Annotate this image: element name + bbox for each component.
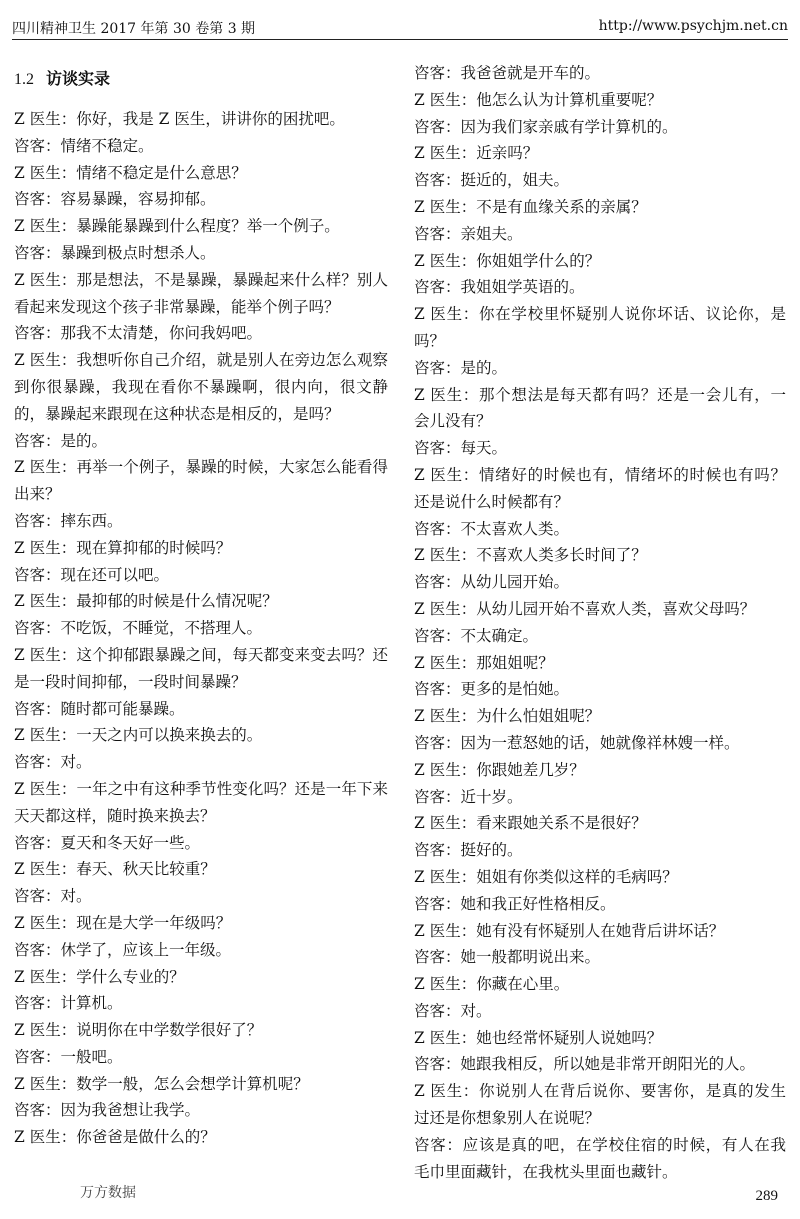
utterance-text: 不喜欢人类多长时间了？ — [476, 546, 647, 565]
dialogue-turn — [414, 301, 786, 355]
speaker-label: Z 医生： — [14, 351, 77, 370]
dialogue-turn — [14, 213, 388, 240]
dialogue-turn — [414, 462, 786, 516]
speaker-label: Z 医生： — [414, 546, 477, 565]
dialogue-turn — [414, 623, 786, 650]
dialogue-turn — [14, 776, 388, 830]
utterance-text: 你藏在心里。 — [476, 975, 570, 994]
utterance-text: 容易暴躁，容易抑郁。 — [60, 190, 216, 209]
speaker-label: 咨客： — [14, 994, 61, 1013]
utterance-text: 现在还可以吧。 — [60, 565, 170, 584]
utterance-text: 情绪不稳定是什么意思？ — [76, 163, 247, 182]
speaker-label: Z 医生： — [414, 385, 479, 404]
speaker-label: 咨客： — [414, 733, 461, 752]
utterance-text: 我爸爸就是开车的。 — [460, 64, 601, 82]
dialogue-turn — [414, 435, 786, 462]
speaker-label: 咨客： — [414, 519, 461, 538]
dialogue-turn — [414, 837, 786, 864]
dialogue-turn — [14, 106, 388, 133]
page-number: 289 — [755, 1188, 778, 1204]
utterance-text: 你在学校里怀疑别人说你坏话、议论你，是吗？ — [414, 305, 786, 350]
utterance-text: 那个想法是每天都有吗？还是一会儿有，一会儿没有？ — [414, 385, 786, 431]
speaker-label: 咨客： — [414, 1135, 463, 1154]
dialogue-turn — [14, 1097, 388, 1124]
speaker-label: 咨客： — [414, 278, 461, 297]
utterance-text: 是的。 — [60, 431, 108, 450]
left-dialogue — [14, 106, 388, 1151]
speaker-label: Z 医生： — [14, 967, 77, 986]
utterance-text: 情绪好的时候也有，情绪坏的时候也有吗？还是说什么时候都有？ — [414, 465, 786, 511]
dialogue-turn — [414, 1078, 786, 1132]
speaker-label: Z 医生： — [14, 1074, 77, 1093]
watermark-text: 万方数据 — [80, 1185, 136, 1201]
dialogue-turn — [414, 757, 786, 784]
journal-url: http://www.psychjm.net.cn — [598, 18, 788, 34]
dialogue-turn — [14, 856, 388, 883]
speaker-label: 咨客： — [414, 680, 461, 699]
speaker-label: Z 医生： — [414, 760, 477, 779]
utterance-text: 学什么专业的？ — [76, 967, 185, 986]
utterance-text: 计算机。 — [60, 994, 123, 1013]
utterance-text: 她跟我相反，所以她是非常开朗阳光的人。 — [460, 1055, 756, 1074]
right-column — [414, 60, 786, 1185]
speaker-label: 咨客： — [414, 224, 461, 243]
speaker-label: 咨客： — [14, 619, 61, 638]
utterance-text: 情绪不稳定。 — [60, 136, 154, 155]
utterance-text: 一般吧。 — [60, 1047, 123, 1066]
speaker-label: 咨客： — [414, 626, 461, 645]
utterance-text: 那姐姐呢？ — [476, 653, 554, 672]
speaker-label: Z 医生： — [414, 867, 477, 886]
utterance-text: 说明你在中学数学很好了？ — [76, 1021, 263, 1040]
speaker-label: Z 医生： — [414, 90, 477, 109]
utterance-text: 数学一般，怎么会想学计算机呢？ — [76, 1074, 309, 1093]
dialogue-turn — [414, 810, 786, 837]
dialogue-turn — [414, 87, 786, 114]
utterance-text: 暴躁能暴躁到什么程度？举一个例子。 — [76, 217, 340, 236]
utterance-text: 一天之内可以换来换去的。 — [76, 726, 263, 745]
utterance-text: 对。 — [60, 753, 92, 772]
dialogue-turn — [14, 562, 388, 589]
dialogue-turn — [14, 696, 388, 723]
speaker-label: 咨客： — [414, 573, 461, 592]
utterance-text: 你爸爸是做什么的？ — [76, 1128, 216, 1147]
utterance-text: 摔东西。 — [60, 511, 123, 530]
speaker-label: Z 医生： — [14, 860, 77, 879]
speaker-label: 咨客： — [414, 64, 461, 82]
dialogue-turn — [414, 864, 786, 891]
dialogue-turn — [14, 937, 388, 964]
speaker-label: Z 医生： — [14, 1128, 77, 1147]
dialogue-turn — [414, 355, 786, 382]
dialogue-turn — [414, 1132, 786, 1186]
utterance-text: 夏天和冬天好一些。 — [60, 833, 201, 852]
dialogue-turn — [414, 971, 786, 998]
speaker-label: 咨客： — [414, 1055, 461, 1074]
dialogue-turn — [414, 730, 786, 757]
dialogue-turn — [14, 722, 388, 749]
utterance-text: 她和我正好性格相反。 — [460, 894, 616, 913]
speaker-label: 咨客： — [14, 1047, 61, 1066]
dialogue-turn — [14, 642, 388, 696]
speaker-label: Z 医生： — [14, 458, 77, 477]
utterance-text: 近十岁。 — [460, 787, 523, 806]
utterance-text: 更多的是怕她。 — [460, 680, 570, 699]
dialogue-turn — [14, 535, 388, 562]
speaker-label: Z 医生： — [414, 921, 477, 940]
dialogue-turn — [414, 1025, 786, 1052]
utterance-text: 是的。 — [460, 358, 508, 377]
speaker-label: 咨客： — [14, 511, 61, 530]
speaker-label: Z 医生： — [14, 645, 77, 664]
speaker-label: Z 医生： — [414, 144, 477, 163]
dialogue-turn — [14, 1017, 388, 1044]
utterance-text: 因为一惹怒她的话，她就像祥林嫂一样。 — [460, 733, 740, 752]
speaker-label: Z 医生： — [414, 975, 477, 994]
utterance-text: 从幼儿园开始不喜欢人类，喜欢父母吗？ — [476, 599, 756, 618]
header-divider — [12, 39, 788, 40]
dialogue-turn — [14, 964, 388, 991]
speaker-label: Z 医生： — [14, 110, 77, 128]
speaker-label: Z 医生： — [14, 913, 77, 932]
dialogue-turn — [414, 650, 786, 677]
utterance-text: 每天。 — [460, 439, 508, 458]
speaker-label: Z 医生： — [414, 814, 477, 833]
utterance-text: 那是想法，不是暴躁，暴躁起来什么样？别人看起来发现这个孩子非常暴躁，能举个例子吗？ — [14, 270, 388, 316]
utterance-text: 她一般都明说出来。 — [460, 948, 601, 967]
utterance-text: 春天、秋天比较重？ — [76, 860, 216, 879]
dialogue-turn — [14, 883, 388, 910]
utterance-text: 挺近的，姐夫。 — [460, 171, 570, 190]
speaker-label: 咨客： — [414, 841, 461, 860]
utterance-text: 暴躁到极点时想杀人。 — [60, 243, 216, 262]
utterance-text: 为什么怕姐姐呢？ — [476, 707, 601, 726]
speaker-label: 咨客： — [414, 439, 461, 458]
dialogue-turn — [414, 1051, 786, 1078]
speaker-label: Z 医生： — [414, 1028, 477, 1047]
utterance-text: 你姐姐学什么的？ — [476, 251, 601, 270]
dialogue-turn — [414, 516, 786, 543]
utterance-text: 你跟她差几岁？ — [476, 760, 585, 779]
dialogue-turn — [14, 454, 388, 508]
speaker-label: Z 医生： — [14, 270, 77, 289]
utterance-text: 你说别人在背后说你、要害你，是真的发生过还是你想象别人在说呢？ — [414, 1082, 786, 1128]
journal-issue: 四川精神卫生 2017 年第 30 卷第 3 期 — [12, 21, 256, 37]
dialogue-turn — [14, 186, 388, 213]
running-header — [12, 8, 788, 38]
dialogue-turn — [414, 998, 786, 1025]
left-column — [14, 52, 388, 1151]
speaker-label: Z 医生： — [14, 1021, 77, 1040]
utterance-text: 随时都可能暴躁。 — [60, 699, 185, 718]
dialogue-turn — [414, 944, 786, 971]
dialogue-turn — [414, 221, 786, 248]
utterance-text: 挺好的。 — [460, 841, 523, 860]
dialogue-turn — [414, 569, 786, 596]
speaker-label: 咨客： — [14, 136, 61, 155]
utterance-text: 一年之中有这种季节性变化吗？还是一年下来天天都这样，随时换来换去？ — [14, 779, 388, 825]
speaker-label: 咨客： — [14, 243, 61, 262]
dialogue-turn — [14, 133, 388, 160]
utterance-text: 现在是大学一年级吗？ — [76, 913, 232, 932]
dialogue-turn — [14, 1124, 388, 1151]
section-heading — [14, 66, 388, 96]
utterance-text: 对。 — [460, 1001, 492, 1020]
section-title: 访谈实录 — [46, 69, 111, 88]
dialogue-turn — [414, 194, 786, 221]
speaker-label: 咨客： — [14, 565, 61, 584]
dialogue-turn — [414, 60, 786, 87]
utterance-text: 看来跟她关系不是很好？ — [476, 814, 647, 833]
dialogue-turn — [414, 274, 786, 301]
speaker-label: Z 医生： — [414, 197, 477, 216]
section-number: 1.2 — [14, 71, 34, 88]
speaker-label: Z 医生： — [414, 653, 477, 672]
speaker-label: 咨客： — [14, 753, 61, 772]
utterance-text: 她也经常怀疑别人说她吗？ — [476, 1028, 663, 1047]
speaker-label: 咨客： — [14, 431, 61, 450]
utterance-text: 亲姐夫。 — [460, 224, 523, 243]
speaker-label: 咨客： — [414, 171, 461, 190]
right-dialogue — [414, 60, 786, 1185]
dialogue-turn — [414, 542, 786, 569]
utterance-text: 你好，我是 Z 医生，讲讲你的困扰吧。 — [76, 110, 345, 128]
utterance-text: 对。 — [60, 887, 92, 906]
utterance-text: 应该是真的吧，在学校住宿的时候，有人在我毛巾里面藏针，在我枕头里面也藏针。 — [414, 1135, 786, 1181]
dialogue-turn — [414, 891, 786, 918]
dialogue-turn — [414, 703, 786, 730]
speaker-label: 咨客： — [14, 940, 61, 959]
speaker-label: 咨客： — [414, 787, 461, 806]
dialogue-turn — [14, 428, 388, 455]
dialogue-turn — [414, 918, 786, 945]
dialogue-turn — [414, 676, 786, 703]
speaker-label: Z 医生： — [414, 305, 479, 324]
utterance-text: 她有没有怀疑别人在她背后讲坏话？ — [476, 921, 725, 940]
speaker-label: 咨客： — [14, 1101, 61, 1120]
speaker-label: 咨客： — [14, 699, 61, 718]
dialogue-turn — [14, 347, 388, 427]
dialogue-turn — [414, 248, 786, 275]
utterance-text: 他怎么认为计算机重要呢？ — [476, 90, 663, 109]
speaker-label: 咨客： — [14, 887, 61, 906]
speaker-label: 咨客： — [414, 1001, 461, 1020]
dialogue-turn — [14, 240, 388, 267]
dialogue-turn — [14, 1071, 388, 1098]
speaker-label: Z 医生： — [414, 251, 477, 270]
utterance-text: 不是有血缘关系的亲属？ — [476, 197, 647, 216]
speaker-label: 咨客： — [414, 894, 461, 913]
speaker-label: 咨客： — [414, 117, 461, 136]
dialogue-turn — [14, 508, 388, 535]
utterance-text: 我姐姐学英语的。 — [460, 278, 585, 297]
speaker-label: 咨客： — [414, 358, 461, 377]
utterance-text: 因为我们家亲戚有学计算机的。 — [460, 117, 678, 136]
speaker-label: Z 医生： — [14, 726, 77, 745]
dialogue-turn — [414, 784, 786, 811]
speaker-label: Z 医生： — [14, 592, 77, 611]
dialogue-turn — [14, 1044, 388, 1071]
dialogue-turn — [414, 382, 786, 436]
speaker-label: Z 医生： — [14, 163, 77, 182]
dialogue-turn — [14, 588, 388, 615]
utterance-text: 不太确定。 — [460, 626, 539, 645]
speaker-label: 咨客： — [14, 190, 61, 209]
speaker-label: 咨客： — [414, 948, 461, 967]
dialogue-turn — [14, 615, 388, 642]
dialogue-turn — [414, 114, 786, 141]
utterance-text: 休学了，应该上一年级。 — [60, 940, 232, 959]
speaker-label: Z 医生： — [14, 538, 77, 557]
utterance-text: 近亲吗？ — [476, 144, 539, 163]
utterance-text: 不太喜欢人类。 — [460, 519, 570, 538]
dialogue-turn — [14, 267, 388, 321]
speaker-label: Z 医生： — [14, 779, 77, 798]
utterance-text: 那我不太清楚，你问我妈吧。 — [60, 324, 263, 343]
dialogue-turn — [14, 749, 388, 776]
dialogue-turn — [14, 990, 388, 1017]
speaker-label: Z 医生： — [414, 465, 479, 484]
speaker-label: 咨客： — [14, 833, 61, 852]
dialogue-turn — [414, 167, 786, 194]
speaker-label: Z 医生： — [14, 217, 77, 236]
utterance-text: 姐姐有你类似这样的毛病吗？ — [476, 867, 678, 886]
utterance-text: 再举一个例子，暴躁的时候，大家怎么能看得出来？ — [14, 458, 388, 504]
dialogue-turn — [414, 596, 786, 623]
dialogue-turn — [14, 830, 388, 857]
speaker-label: Z 医生： — [414, 1082, 479, 1101]
utterance-text: 不吃饭，不睡觉，不搭理人。 — [60, 619, 263, 638]
utterance-text: 最抑郁的时候是什么情况呢？ — [76, 592, 278, 611]
dialogue-turn — [14, 160, 388, 187]
utterance-text: 这个抑郁跟暴躁之间，每天都变来变去吗？还是一段时间抑郁，一段时间暴躁？ — [14, 645, 388, 691]
dialogue-turn — [414, 140, 786, 167]
speaker-label: Z 医生： — [414, 599, 477, 618]
speaker-label: Z 医生： — [414, 707, 477, 726]
dialogue-turn — [14, 320, 388, 347]
utterance-text: 我想听你自己介绍，就是别人在旁边怎么观察到你很暴躁，我现在看你不暴躁啊，很内向，很文静的，暴躁起来跟现在这种状态是相反的，是吗？ — [14, 351, 388, 423]
speaker-label: 咨客： — [14, 324, 61, 343]
utterance-text: 现在算抑郁的时候吗？ — [76, 538, 232, 557]
utterance-text: 因为我爸想让我学。 — [60, 1101, 201, 1120]
dialogue-turn — [14, 910, 388, 937]
utterance-text: 从幼儿园开始。 — [460, 573, 570, 592]
